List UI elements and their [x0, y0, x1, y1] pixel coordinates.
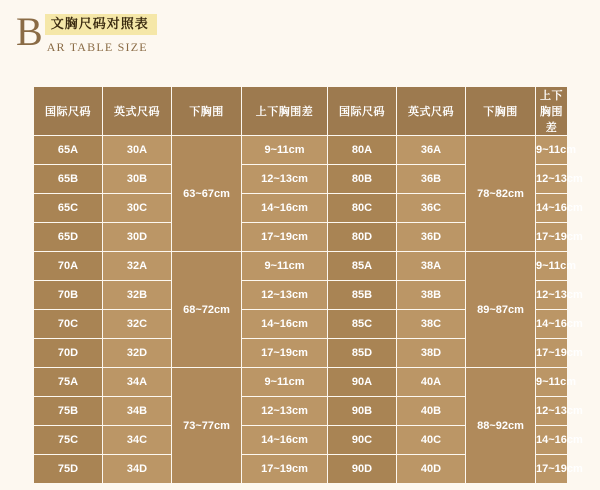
column-header-uk-left: 英式尺码 — [103, 87, 172, 136]
cell-uk-left: 32D — [103, 339, 172, 368]
cell-diff-right: 14~16cm — [536, 426, 568, 455]
cell-intl-right: 90B — [328, 397, 397, 426]
cell-intl-left: 70D — [34, 339, 103, 368]
column-header-uk-right: 英式尺码 — [397, 87, 466, 136]
cell-underbust-right: 89~87cm — [466, 252, 536, 368]
cell-diff-left: 14~16cm — [242, 426, 328, 455]
cell-diff-left: 9~11cm — [242, 368, 328, 397]
cell-diff-left: 17~19cm — [242, 455, 328, 484]
cell-uk-right: 40C — [397, 426, 466, 455]
cell-intl-right: 80A — [328, 136, 397, 165]
cell-intl-right: 85A — [328, 252, 397, 281]
cell-intl-left: 75C — [34, 426, 103, 455]
size-table-wrapper — [33, 86, 583, 484]
cell-diff-left: 9~11cm — [242, 252, 328, 281]
cell-diff-right: 9~11cm — [536, 136, 568, 165]
cell-underbust-left: 68~72cm — [172, 252, 242, 368]
cell-intl-left: 75A — [34, 368, 103, 397]
cell-diff-left: 9~11cm — [242, 136, 328, 165]
cell-underbust-right: 78~82cm — [466, 136, 536, 252]
cell-intl-left: 70A — [34, 252, 103, 281]
cell-diff-right: 14~16cm — [536, 310, 568, 339]
table-row — [34, 136, 568, 165]
cell-intl-right: 80D — [328, 223, 397, 252]
cell-uk-right: 38B — [397, 281, 466, 310]
cell-uk-left: 32A — [103, 252, 172, 281]
cell-uk-right: 36B — [397, 165, 466, 194]
cell-intl-right: 80C — [328, 194, 397, 223]
cell-intl-left: 65D — [34, 223, 103, 252]
cell-intl-right: 90A — [328, 368, 397, 397]
cell-diff-right: 9~11cm — [536, 368, 568, 397]
cell-uk-right: 38C — [397, 310, 466, 339]
table-row — [34, 368, 568, 397]
cell-diff-left: 17~19cm — [242, 223, 328, 252]
cell-uk-right: 38A — [397, 252, 466, 281]
cell-diff-right: 17~19cm — [536, 223, 568, 252]
cell-intl-right: 85B — [328, 281, 397, 310]
cell-uk-left: 30B — [103, 165, 172, 194]
cell-intl-right: 85C — [328, 310, 397, 339]
cell-uk-left: 30C — [103, 194, 172, 223]
cell-diff-left: 12~13cm — [242, 397, 328, 426]
cell-intl-right: 85D — [328, 339, 397, 368]
cell-uk-left: 32B — [103, 281, 172, 310]
cell-uk-left: 30A — [103, 136, 172, 165]
cell-diff-left: 14~16cm — [242, 194, 328, 223]
cell-diff-right: 12~13cm — [536, 397, 568, 426]
cell-underbust-left: 73~77cm — [172, 368, 242, 484]
column-header-underbust-right: 下胸围 — [466, 87, 536, 136]
cell-uk-left: 34A — [103, 368, 172, 397]
cell-intl-left: 65C — [34, 194, 103, 223]
cell-uk-right: 40D — [397, 455, 466, 484]
cell-uk-left: 34B — [103, 397, 172, 426]
cell-uk-left: 32C — [103, 310, 172, 339]
column-header-underbust-left: 下胸围 — [172, 87, 242, 136]
cell-uk-right: 36A — [397, 136, 466, 165]
cell-diff-right: 12~13cm — [536, 281, 568, 310]
page-header — [16, 9, 157, 55]
cell-intl-right: 90C — [328, 426, 397, 455]
cell-intl-left: 65A — [34, 136, 103, 165]
cell-intl-left: 65B — [34, 165, 103, 194]
cell-diff-left: 17~19cm — [242, 339, 328, 368]
cell-uk-right: 36C — [397, 194, 466, 223]
bra-size-table — [33, 86, 583, 484]
cell-uk-right: 40A — [397, 368, 466, 397]
table-header-row — [34, 87, 568, 136]
cell-uk-left: 34D — [103, 455, 172, 484]
cell-underbust-left: 63~67cm — [172, 136, 242, 252]
cell-diff-right: 14~16cm — [536, 194, 568, 223]
cell-uk-left: 30D — [103, 223, 172, 252]
cell-intl-right: 80B — [328, 165, 397, 194]
cell-intl-left: 70C — [34, 310, 103, 339]
page-title: 文胸尺码对照表 — [45, 14, 157, 35]
column-header-diff-right: 上下胸围差 — [536, 87, 568, 136]
page-subtitle: AR TABLE SIZE — [46, 40, 148, 54]
cell-uk-right: 38D — [397, 339, 466, 368]
cell-intl-left: 75D — [34, 455, 103, 484]
cell-uk-right: 36D — [397, 223, 466, 252]
cell-intl-left: 70B — [34, 281, 103, 310]
title-stack — [45, 14, 157, 55]
cell-diff-left: 12~13cm — [242, 165, 328, 194]
cell-diff-left: 14~16cm — [242, 310, 328, 339]
cell-underbust-right: 88~92cm — [466, 368, 536, 484]
table-row — [34, 252, 568, 281]
drop-cap-letter: B — [16, 9, 43, 54]
cell-diff-right: 17~19cm — [536, 455, 568, 484]
cell-intl-right: 90D — [328, 455, 397, 484]
cell-intl-left: 75B — [34, 397, 103, 426]
column-header-diff-left: 上下胸围差 — [242, 87, 328, 136]
cell-uk-left: 34C — [103, 426, 172, 455]
cell-uk-right: 40B — [397, 397, 466, 426]
column-header-intl-right: 国际尺码 — [328, 87, 397, 136]
cell-diff-right: 12~13cm — [536, 165, 568, 194]
cell-diff-right: 17~19cm — [536, 339, 568, 368]
cell-diff-right: 9~11cm — [536, 252, 568, 281]
column-header-intl-left: 国际尺码 — [34, 87, 103, 136]
cell-diff-left: 12~13cm — [242, 281, 328, 310]
